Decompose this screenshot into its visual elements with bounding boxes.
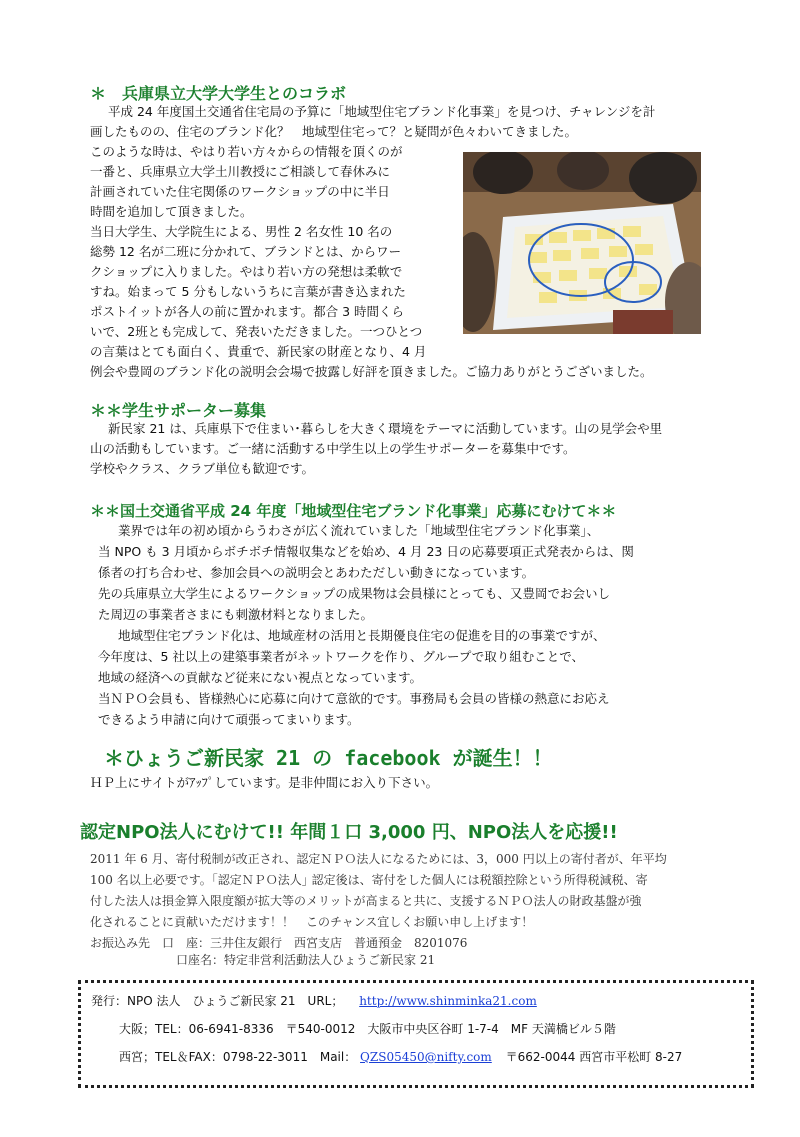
workshop-photo: [463, 152, 701, 334]
section1-line-2: 画したものの、住宅のブランド化？ 地域型住宅って？と疑問が色々わいてきました。: [90, 124, 578, 139]
section1-line-13: の言葉はとても面白く、貴重で、新民家の財産となり、4 月: [90, 344, 427, 359]
section1-line-7: 当日大学生、大学院生による、男性 2 名女性 10 名の: [90, 224, 393, 239]
section1-line-3: このような時は、やはり若い方々からの情報を頂くのが: [90, 144, 403, 159]
section1-line-9: クショップに入りました。やはり若い方の発想は柔軟で: [90, 264, 403, 279]
section3-line-5: た周辺の事業者さまにも刺激材料となりました。: [98, 607, 374, 622]
section1-line-12: いで、2班とも完成して、発表いただきました。一つひとつ: [90, 324, 423, 339]
npo-line-1: 2011 年 6 月、寄付税制が改正され、認定ＮＰＯ法人になるためには、3，000 円以上の寄付者が、年平均: [90, 852, 667, 866]
footer-nishinomiya-contact: 西宮；TEL＆FAX：0798-22-3011 Mail：: [119, 1050, 357, 1064]
footer-osaka: 大阪；TEL：06-6941-8336 〒540-0012 大阪市中央区谷町 1-7-4 MF 天満橋ビル５階: [119, 1022, 616, 1036]
npo-line-4: 化されることに貢献いただけます！！ このチャンス宜しくお願い申し上げます！: [90, 915, 534, 929]
section1-line-10: すね。始まって 5 分もしないうちに言葉が書き込まれた: [90, 284, 406, 299]
footer-nishinomiya-row: [119, 1048, 682, 1066]
section3-line-7: 今年度は、5 社以上の建築事業者がネットワークを作り、グループで取り組むことで、: [98, 649, 585, 664]
npo-heading: 認定NPO法人にむけて!! 年間１口 3,000 円、NPO法人を応援!!: [80, 822, 618, 843]
section2-line-2: 山の活動もしています。ご一緒に活動する中学生以上の学生サポーターを募集中です。: [90, 441, 576, 456]
section1-heading: ＊ 兵庫県立大学大学生とのコラボ: [90, 84, 347, 103]
section3-line-2: 当 NPO も 3 月頃からボチボチ情報収集などを始め、4 月 23 日の応募要項正式発表からは、関: [98, 544, 634, 559]
facebook-line: ＨＰ上にサイトがｱｯﾌﾟしています。是非仲間にお入り下さい。: [90, 775, 439, 790]
section3-line-4: 先の兵庫県立大学生によるワークショップの成果物は会員様にとっても、又豊岡でお会いし: [98, 586, 611, 601]
section1-line-4: 一番と、兵庫県立大学土川教授にご相談して春休みに: [90, 164, 391, 179]
section2-heading: ＊＊学生サポーター募集: [90, 401, 267, 420]
section3-heading: ＊＊国土交通省平成 24 年度「地域型住宅ブランド化事業」応募にむけて＊＊: [90, 502, 617, 520]
section1-line-6: 時間を追加して頂きました。: [90, 204, 253, 219]
section3-line-9: 当ＮＰＯ会員も、皆様熱心に応募に向けて意欲的です。事務局も会員の皆様の熱意にお応え: [98, 691, 610, 706]
footer-publisher-row: [91, 992, 537, 1010]
section1-line-1: 平成 24 年度国土交通省住宅局の予算に「地域型住宅ブランド化事業」を見つけ、チャレンジを計: [108, 104, 656, 119]
section1-line-5: 計画されていた住宅関係のワークショップの中に半日: [90, 184, 390, 199]
section2-line-1: 新民家 21 は、兵庫県下で住まい･暮らしを大きく環境をテーマに活動しています。山の見学会や里: [108, 421, 663, 436]
section3-line-8: 地域の経済への貢献など従来にない視点となっています。: [98, 670, 423, 685]
npo-line-3: 付した法人は損金算入限度額が拡大等のメリットが高まると共に、支援するＮＰＯ法人の財政基盤が強: [90, 894, 642, 908]
account-name-line: 口座名：特定非営利活動法人ひょうご新民家 21: [176, 953, 436, 967]
bank-account-line: お振込み先 口 座：三井住友銀行 西宮支店 普通預金 8201076: [90, 936, 468, 950]
footer-nishinomiya-address: 〒662-0044 西宮市平松町 8-27: [505, 1050, 683, 1064]
workshop-photo-icon: [463, 152, 701, 334]
website-link[interactable]: http://www.shinminka21.com: [359, 994, 537, 1008]
email-link[interactable]: QZS05450@nifty.com: [360, 1050, 492, 1064]
section1-line-14: 例会や豊岡のブランド化の説明会会場で披露し好評を頂きました。ご協力ありがとうございました。: [90, 364, 653, 379]
contact-footer: [78, 980, 754, 1088]
section3-line-6: 地域型住宅ブランド化は、地域産材の活用と長期優良住宅の促進を目的の事業ですが、: [118, 628, 606, 643]
section3-line-1: 業界では年の初め頃からうわさが広く流れていました「地域型住宅ブランド化事業」、: [118, 523, 600, 538]
facebook-heading: ＊ひょうご新民家 21 の facebook が誕生！！: [104, 746, 553, 770]
section3-line-3: 係者の打ち合わせ、参加会員への説明会とあわただしい動きになっています。: [98, 565, 535, 580]
footer-publisher: 発行：NPO 法人 ひょうご新民家 21 URL；: [91, 994, 344, 1008]
section1-line-8: 総勢 12 名が二班に分かれて、ブランドとは、からワー: [90, 244, 402, 259]
section1-line-11: ポストイットが各人の前に置かれます。都合 3 時間くら: [90, 304, 405, 319]
section2-line-3: 学校やクラス、クラブ単位も歓迎です。: [90, 461, 315, 476]
section3-line-10: できるよう申請に向けて頑張ってまいります。: [98, 712, 360, 727]
npo-line-2: 100 名以上必要です。｢認定ＮＰＯ法人｣ 認定後は、寄付をした個人には税額控除という所得税減税、寄: [90, 873, 648, 887]
